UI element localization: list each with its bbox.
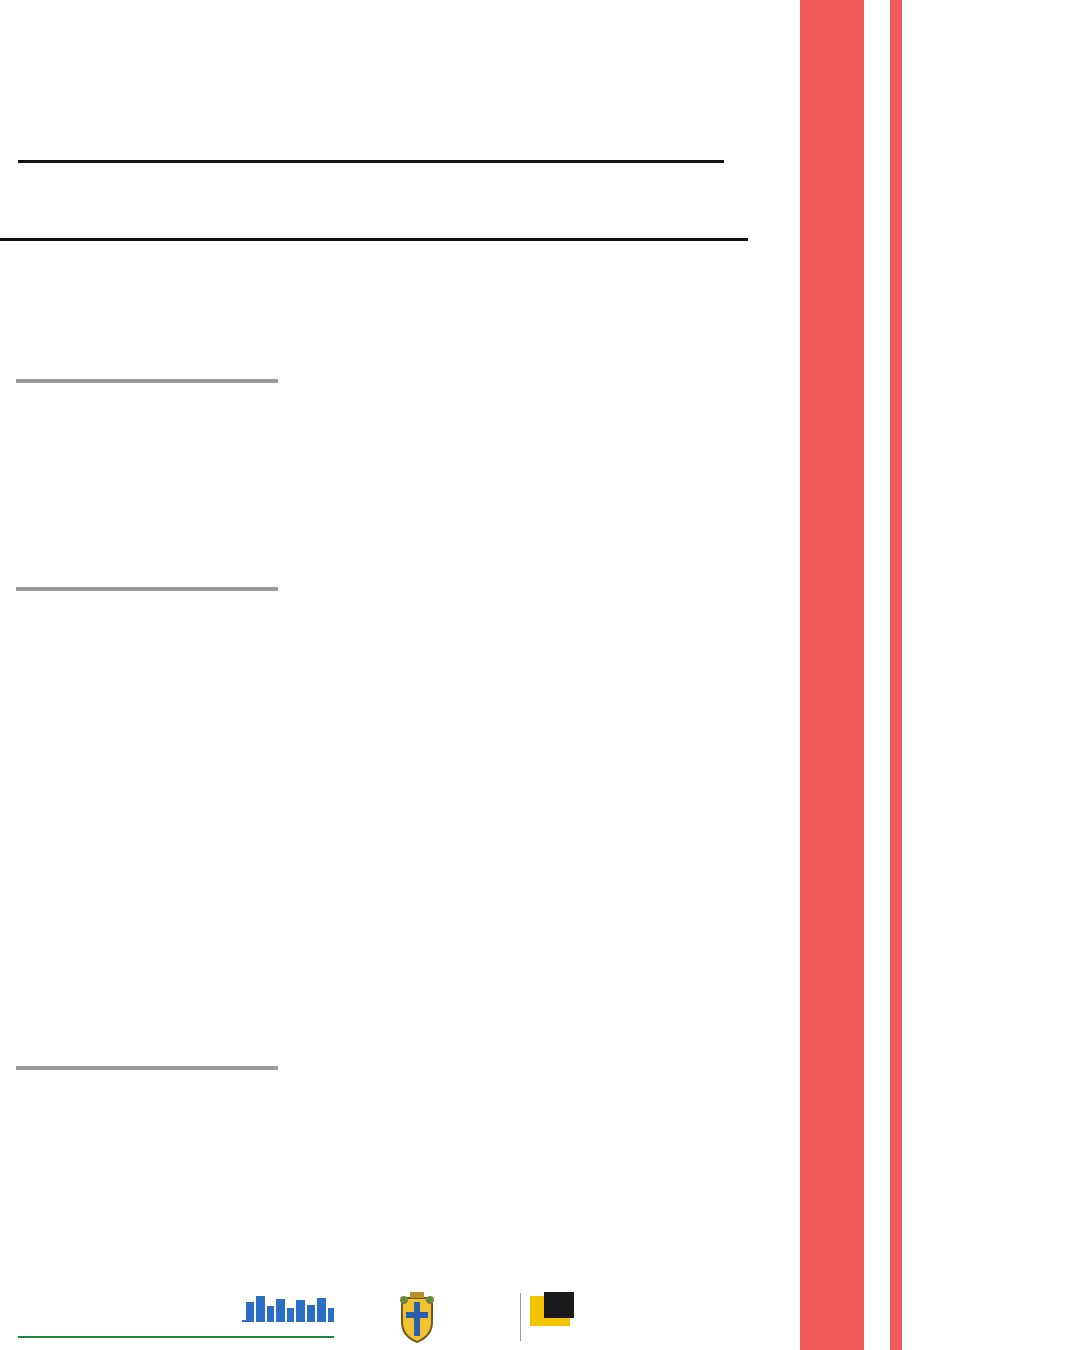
association-logo: [18, 1296, 338, 1340]
header-rule-1: [18, 160, 724, 163]
thin-stripe: [890, 0, 902, 1350]
comune-crest-icon: [396, 1292, 438, 1344]
decorative-border: [800, 0, 1080, 1350]
header-rule-2: [0, 238, 748, 241]
association-underline: [18, 1336, 334, 1338]
day-rule-sunday: [16, 1066, 278, 1070]
thick-stripe: [800, 0, 864, 1350]
association-badge: [242, 1320, 254, 1322]
skyline-icon: [244, 1296, 336, 1322]
day-rule-saturday: [16, 587, 278, 591]
media-arts-logo-icon: [530, 1292, 578, 1332]
day-rule-friday: [16, 379, 278, 383]
patronage-divider: [520, 1293, 521, 1341]
